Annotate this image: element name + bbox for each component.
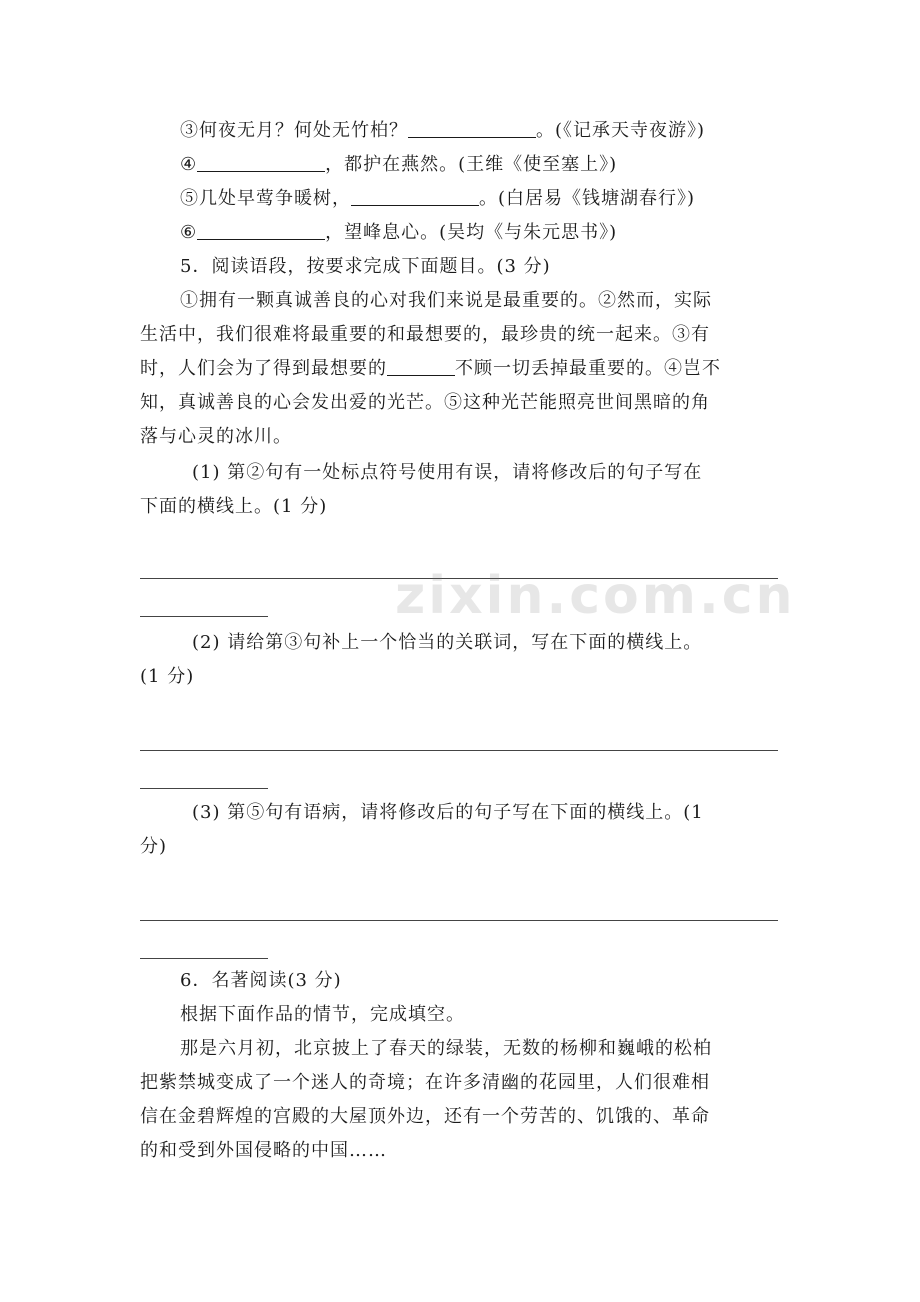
q6-title: 6．名著阅读(3 分)	[180, 970, 342, 991]
poem-line-4-post: ，都护在燕然。(王维《使至塞上》)	[325, 154, 618, 175]
q6-instruction: 根据下面作品的情节，完成填空。	[180, 1004, 465, 1025]
poem-line-5-pre: ⑤几处早莺争暖树，	[180, 188, 351, 209]
answer-line[interactable]	[140, 750, 778, 751]
poem-line-5	[180, 184, 695, 214]
poem-line-4-pre: ④	[180, 154, 198, 175]
q5-sub1-line: (1) 第②句有一处标点符号使用有误，请将修改后的句子写在	[192, 462, 703, 483]
q5-sub3-line: (3) 第⑤句有语病，请将修改后的句子写在下面的横线上。(1	[192, 802, 704, 823]
q5-passage-text: 不顾一切丢掉最重要的。④岂不	[455, 358, 721, 379]
poem-line-3	[180, 116, 705, 146]
poem-line-6-pre: ⑥	[180, 222, 198, 243]
answer-blank[interactable]	[351, 187, 479, 206]
q5-sub2-line: (2) 请给第③句补上一个恰当的关联词，写在下面的横线上。	[192, 632, 703, 653]
answer-line[interactable]	[140, 920, 778, 921]
poem-line-3-post: 。(《记承天寺夜游》)	[536, 120, 706, 141]
poem-line-4	[180, 150, 617, 180]
watermark: zixin.com.cn	[395, 566, 796, 626]
q6-passage-line: 信在金碧辉煌的宫殿的大屋顶外边，还有一个劳苦的、饥饿的、革命	[140, 1106, 710, 1127]
answer-blank[interactable]	[408, 119, 536, 138]
answer-line[interactable]	[140, 958, 268, 959]
q5-sub1-line: 下面的横线上。(1 分)	[140, 496, 328, 517]
answer-line[interactable]	[140, 788, 268, 789]
poem-line-3-pre: ③何夜无月？何处无竹柏？	[180, 120, 408, 141]
q5-passage-line: 落与心灵的冰川。	[140, 426, 292, 447]
q5-passage-line: 知，真诚善良的心会发出爱的光芒。⑤这种光芒能照亮世间黑暗的角	[140, 392, 710, 413]
q6-passage-line: 的和受到外国侵略的中国……	[140, 1140, 387, 1161]
q6-passage-line: 把紫禁城变成了一个迷人的奇境；在许多清幽的花园里，人们很难相	[140, 1072, 710, 1093]
q5-passage-line: 生活中，我们很难将最重要的和最想要的，最珍贵的统一起来。③有	[140, 324, 710, 345]
poem-line-6	[180, 218, 617, 248]
answer-blank[interactable]	[197, 153, 325, 172]
answer-line[interactable]	[140, 616, 268, 617]
q5-sub3-line: 分)	[140, 836, 168, 857]
answer-blank[interactable]	[197, 221, 325, 240]
q5-passage-text: 时，人们会为了得到最想要的	[140, 358, 387, 379]
q5-passage-line: ①拥有一颗真诚善良的心对我们来说是最重要的。②然而，实际	[180, 290, 712, 311]
poem-line-6-post: ，望峰息心。(吴均《与朱元思书》)	[325, 222, 618, 243]
q5-sub2-line: (1 分)	[140, 666, 195, 687]
answer-blank[interactable]	[387, 357, 455, 376]
q5-passage-line	[140, 354, 721, 384]
q6-passage-line: 那是六月初，北京披上了春天的绿装，无数的杨柳和巍峨的松柏	[180, 1038, 712, 1059]
poem-line-5-post: 。(白居易《钱塘湖春行》)	[479, 188, 696, 209]
q5-title: 5．阅读语段，按要求完成下面题目。(3 分)	[180, 256, 551, 277]
